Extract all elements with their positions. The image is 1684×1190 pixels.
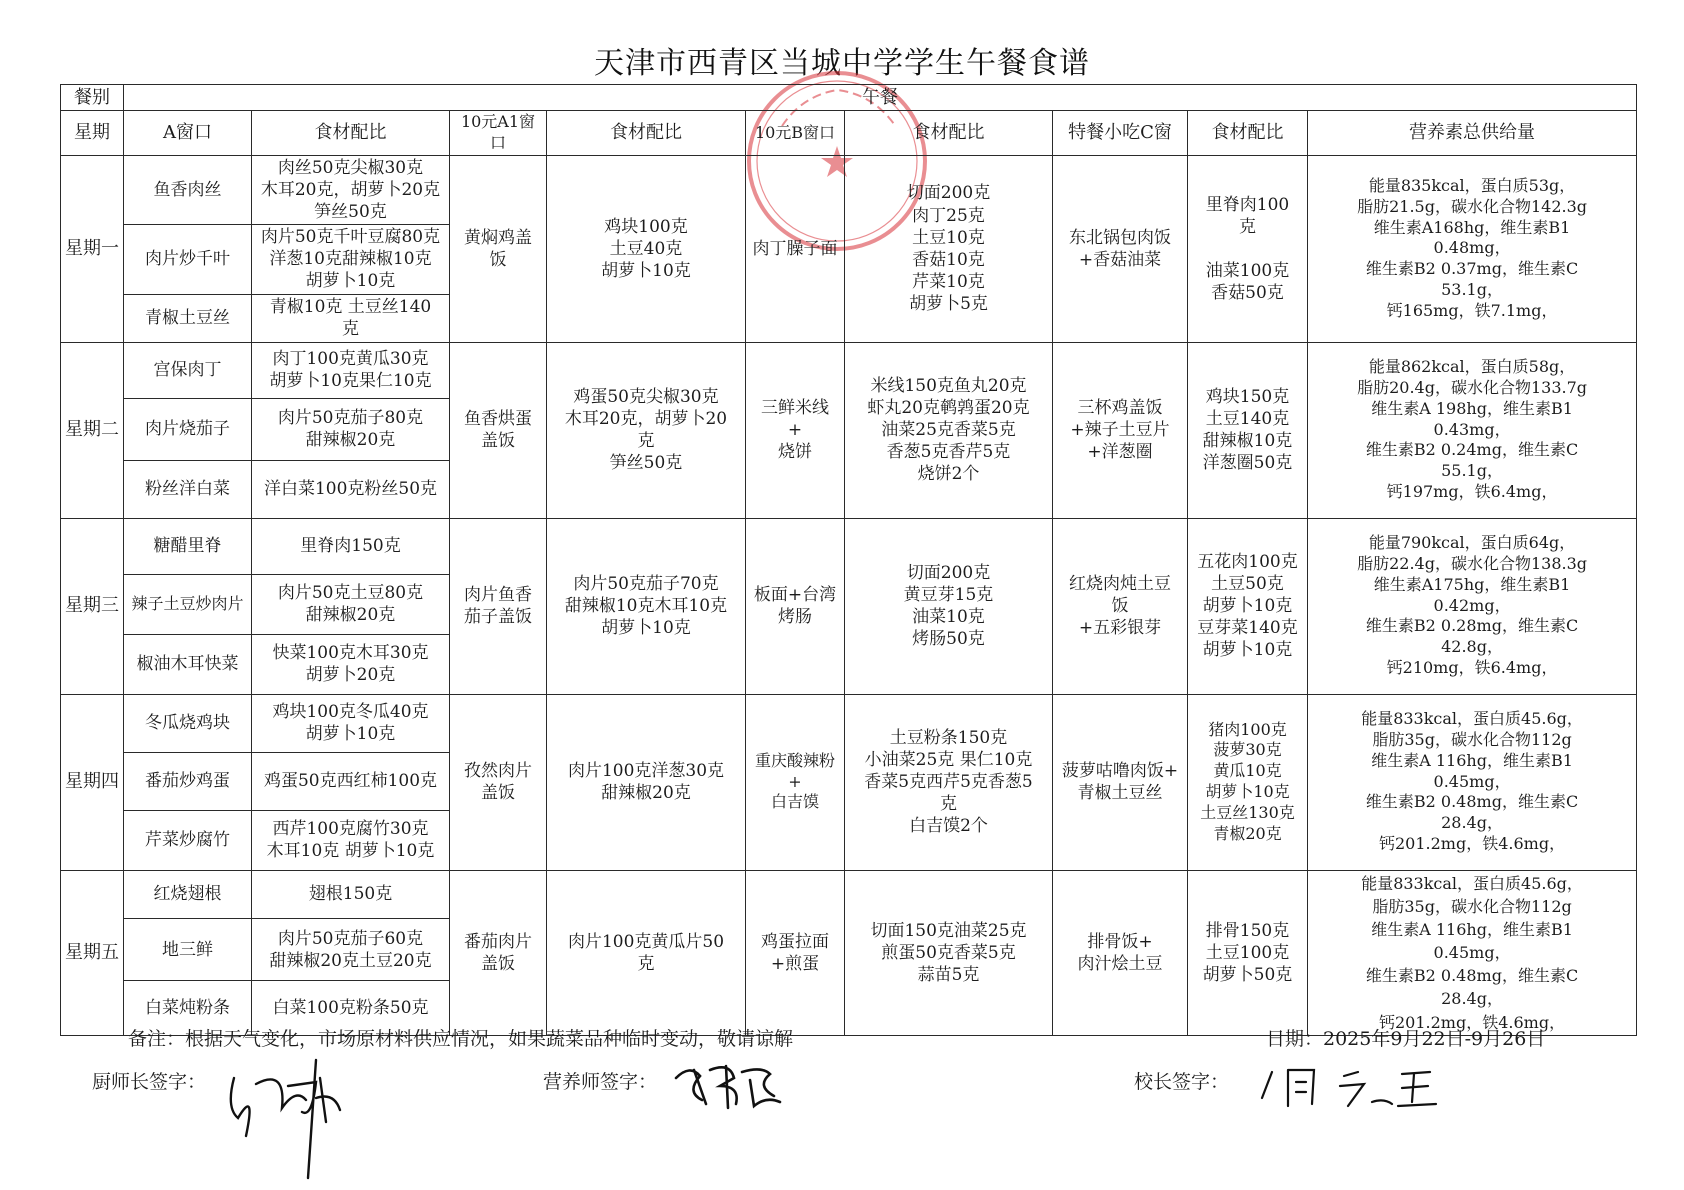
a-dish-ingredients: 鸡块100克冬瓜40克 胡萝卜10克 (252, 694, 450, 752)
b-ingredients: 米线150克鱼丸20克 虾丸20克鹌鹑蛋20克 油菜25克香菜5克 香葱5克香芹5克 烧饼2个 (845, 342, 1053, 518)
day-cell: 星期三 (61, 518, 124, 694)
c-window-header: 特餐小吃C窗 (1053, 111, 1188, 156)
a-dish-ingredients: 肉片50克千叶豆腐80克 洋葱10克甜辣椒10克 胡萝卜10克 (252, 225, 450, 294)
a1-dish: 肉片鱼香 茄子盖饭 (450, 518, 547, 694)
a1-ingredients: 肉片50克茄子70克 甜辣椒10克木耳10克 胡萝卜10克 (547, 518, 746, 694)
a-dish-name: 地三鲜 (124, 918, 252, 980)
c-ingredients: 鸡块150克 土豆140克 甜辣椒10克 洋葱圈50克 (1188, 342, 1308, 518)
c-ingredients: 里脊肉100 克 油菜100克 香菇50克 (1188, 155, 1308, 342)
c-ingredients-header: 食材配比 (1188, 111, 1308, 156)
day-cell: 星期四 (61, 694, 124, 870)
c-dish: 东北锅包肉饭 +香菇油菜 (1053, 155, 1188, 342)
a1-ingredients-header: 食材配比 (547, 111, 746, 156)
nutrition-summary: 能量833kcal，蛋白质45.6g， 脂肪35g，碳水化合物112g 维生素A 116hg，维生素B1 0.45mg， 维生素B2 0.48mg，维生素C 28.4g， 钙201.2mg，铁4.6mg， (1308, 870, 1637, 1035)
c-dish: 菠萝咕噜肉饭+ 青椒土豆丝 (1053, 694, 1188, 870)
a-dish-name: 冬瓜烧鸡块 (124, 694, 252, 752)
day-cell: 星期二 (61, 342, 124, 518)
c-dish: 排骨饭+ 肉汁烩土豆 (1053, 870, 1188, 1035)
a1-dish: 孜然肉片 盖饭 (450, 694, 547, 870)
c-ingredients: 排骨150克 土豆100克 胡萝卜50克 (1188, 870, 1308, 1035)
nutritionist-signature-label: 营养师签字： (543, 1071, 658, 1093)
b-dish: 三鲜米线 + 烧饼 (746, 342, 845, 518)
a-dish-name: 番茄炒鸡蛋 (124, 752, 252, 810)
b-ingredients-header: 食材配比 (845, 111, 1053, 156)
page-title: 天津市西青区当城中学学生午餐食谱 (594, 46, 1090, 81)
a-dish-name: 芹菜炒腐竹 (124, 810, 252, 870)
footer-date: 日期：2025年9月22日-9月26日 (1266, 1028, 1546, 1050)
lunch-menu-table (60, 84, 1637, 1036)
c-dish: 红烧肉炖土豆 饭 +五彩银芽 (1053, 518, 1188, 694)
b-dish: 肉丁臊子面 (746, 155, 845, 342)
day-cell: 星期一 (61, 155, 124, 342)
principal-signature (1252, 1058, 1452, 1114)
a-dish-ingredients: 洋白菜100克粉丝50克 (252, 460, 450, 518)
a-dish-ingredients: 快菜100克木耳30克 胡萝卜20克 (252, 634, 450, 694)
day-cell: 星期五 (61, 870, 124, 1035)
a-dish-ingredients: 里脊肉150克 (252, 518, 450, 574)
b-window-header: 10元B窗口 (746, 111, 845, 156)
a-window-header: A窗口 (124, 111, 252, 156)
principal-signature-label: 校长签字： (1134, 1071, 1230, 1093)
a-dish-ingredients: 肉片50克茄子80克 甜辣椒20克 (252, 398, 450, 460)
a-dish-name: 肉片烧茄子 (124, 398, 252, 460)
c-ingredients: 五花肉100克 土豆50克 胡萝卜10克 豆芽菜140克 胡萝卜10克 (1188, 518, 1308, 694)
b-ingredients: 土豆粉条150克 小油菜25克 果仁10克 香菜5克西芹5克香葱5 克 白吉馍2个 (845, 694, 1053, 870)
a-dish-name: 宫保肉丁 (124, 342, 252, 398)
a-dish-name: 红烧翅根 (124, 870, 252, 918)
chef-signature (216, 1048, 356, 1188)
a-dish-ingredients: 翅根150克 (252, 870, 450, 918)
a1-window-header: 10元A1窗口 (450, 111, 547, 156)
nutrition-summary: 能量835kcal，蛋白质53g， 脂肪21.5g，碳水化合物142.3g 维生素A168hg，维生素B1 0.48mg， 维生素B2 0.37mg，维生素C 53.1g， 钙165mg，铁7.1mg， (1308, 155, 1637, 342)
b-dish: 重庆酸辣粉 + 白吉馍 (746, 694, 845, 870)
a-dish-ingredients: 西芹100克腐竹30克 木耳10克 胡萝卜10克 (252, 810, 450, 870)
a1-dish: 鱼香烘蛋 盖饭 (450, 342, 547, 518)
b-ingredients: 切面200克 黄豆芽15克 油菜10克 烤肠50克 (845, 518, 1053, 694)
a1-dish: 番茄肉片 盖饭 (450, 870, 547, 1035)
a-dish-name: 粉丝洋白菜 (124, 460, 252, 518)
c-dish: 三杯鸡盖饭 +辣子土豆片 +洋葱圈 (1053, 342, 1188, 518)
a-dish-name: 白菜炖粉条 (124, 981, 252, 1035)
a-dish-ingredients: 肉丝50克尖椒30克 木耳20克，胡萝卜20克 笋丝50克 (252, 155, 450, 224)
footer-note: 备注：根据天气变化，市场原材料供应情况，如果蔬菜品种临时变动，敬请谅解 (128, 1028, 794, 1050)
a-dish-name: 辣子土豆炒肉片 (124, 574, 252, 634)
a-ingredients-header: 食材配比 (252, 111, 450, 156)
a1-ingredients: 肉片100克黄瓜片50 克 (547, 870, 746, 1035)
nutrition-summary: 能量790kcal，蛋白质64g， 脂肪22.4g，碳水化合物138.3g 维生素A175hg，维生素B1 0.42mg， 维生素B2 0.28mg，维生素C 42.8g， 钙210mg，铁6.4mg， (1308, 518, 1637, 694)
b-dish: 鸡蛋拉面 +煎蛋 (746, 870, 845, 1035)
a-dish-name: 肉片炒千叶 (124, 225, 252, 294)
a-dish-ingredients: 青椒10克 土豆丝140 克 (252, 294, 450, 342)
chef-signature-label: 厨师长签字： (92, 1071, 207, 1093)
a-dish-ingredients: 肉片50克茄子60克 甜辣椒20克土豆20克 (252, 918, 450, 980)
nutrition-summary: 能量833kcal，蛋白质45.6g， 脂肪35g，碳水化合物112g 维生素A 116hg，维生素B1 0.45mg， 维生素B2 0.48mg，维生素C 28.4g， 钙201.2mg，铁4.6mg， (1308, 694, 1637, 870)
a-dish-ingredients: 肉丁100克黄瓜30克 胡萝卜10克果仁10克 (252, 342, 450, 398)
b-ingredients: 切面200克 肉丁25克 土豆10克 香菇10克 芹菜10克 胡萝卜5克 (845, 155, 1053, 342)
a1-ingredients: 鸡块100克 土豆40克 胡萝卜10克 (547, 155, 746, 342)
b-ingredients: 切面150克油菜25克 煎蛋50克香菜5克 蒜苗5克 (845, 870, 1053, 1035)
lunch-header: 午餐 (124, 85, 1637, 111)
a1-dish: 黄焖鸡盖 饭 (450, 155, 547, 342)
a-dish-name: 糖醋里脊 (124, 518, 252, 574)
a1-ingredients: 肉片100克洋葱30克 甜辣椒20克 (547, 694, 746, 870)
b-dish: 板面+台湾 烤肠 (746, 518, 845, 694)
a-dish-name: 椒油木耳快菜 (124, 634, 252, 694)
a-dish-name: 青椒土豆丝 (124, 294, 252, 342)
nutritionist-signature (670, 1056, 790, 1116)
a-dish-name: 鱼香肉丝 (124, 155, 252, 224)
nutrition-header: 营养素总供给量 (1308, 111, 1637, 156)
c-ingredients: 猪肉100克 菠萝30克 黄瓜10克 胡萝卜10克 土豆丝130克 青椒20克 (1188, 694, 1308, 870)
a-dish-ingredients: 白菜100克粉条50克 (252, 981, 450, 1035)
a-dish-ingredients: 鸡蛋50克西红柿100克 (252, 752, 450, 810)
a1-ingredients: 鸡蛋50克尖椒30克 木耳20克，胡萝卜20 克 笋丝50克 (547, 342, 746, 518)
a-dish-ingredients: 肉片50克土豆80克 甜辣椒20克 (252, 574, 450, 634)
nutrition-summary: 能量862kcal，蛋白质58g， 脂肪20.4g，碳水化合物133.7g 维生素A 198hg，维生素B1 0.43mg， 维生素B2 0.24mg，维生素C 55.1g， 钙197mg，铁6.4mg， (1308, 342, 1637, 518)
weekday-header: 星期 (61, 111, 124, 156)
meal-category-header: 餐别 (61, 85, 124, 111)
